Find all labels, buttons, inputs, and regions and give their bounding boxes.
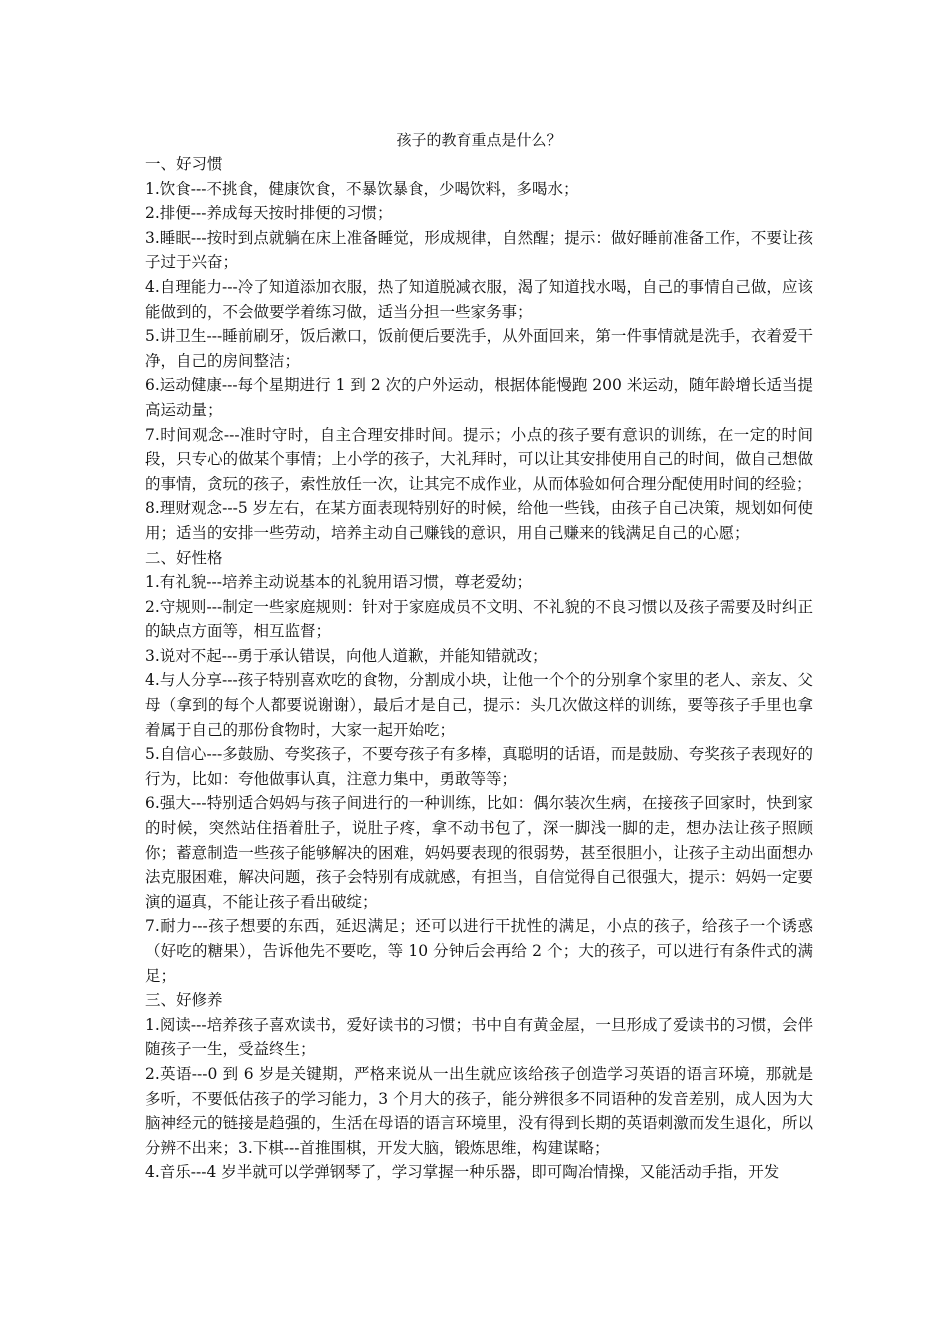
list-item: 4.自理能力---冷了知道添加衣服，热了知道脱减衣服，渴了知道找水喝，自己的事情自己做，应该能做到的，不会做要学着练习做，适当分担一些家务事； [145, 277, 813, 321]
list-item: 5.讲卫生---睡前刷牙，饭后漱口，饭前便后要洗手，从外面回来，第一件事情就是洗手，衣着爱干净，自己的房间整洁； [145, 327, 813, 370]
section-heading: 二、好性格 [145, 548, 223, 567]
list-item: 7.时间观念---准时守时，自主合理安排时间。提示；小点的孩子要有意识的训练，在一定的时间段，只专心的做某个事情；上小学的孩子，大礼拜时，可以让其安排使用自己的时间，做自己想做的事情，贪玩的孩子，索性放任一次，让其完不成作业，从而体验如何合理分配使用时间的经验； [145, 425, 813, 493]
list-item: 1.阅读---培养孩子喜欢读书，爱好读书的习惯；书中自有黄金屋，一旦形成了爱读书的习惯，会伴随孩子一生，受益终生； [145, 1015, 813, 1059]
list-item: 7.耐力---孩子想要的东西，延迟满足；还可以进行干扰性的满足，小点的孩子，给孩子一个诱惑（好吃的糖果），告诉他先不要吃，等 10 分钟后会再给 2 个；大的孩子，可以进行有条件式的满足； [145, 917, 813, 985]
list-item: 6.强大---特别适合妈妈与孩子间进行的一种训练，比如：偶尔装次生病，在接孩子回家时，快到家的时候，突然站住捂着肚子，说肚子疼，拿不动书包了，深一脚浅一脚的走，想办法让孩子照顾你；蓄意制造一些孩子能够解决的困难，妈妈要表现的很弱势，甚至很胆小，让孩子主动出面想办法克服困难，解决问题，孩子会特别有成就感，有担当，自信觉得自己很强大，提示：妈妈一定要演的逼真，不能让孩子看出破绽； [145, 794, 813, 911]
list-item: 6.运动健康---每个星期进行 1 到 2 次的户外运动，根据体能慢跑 200 米运动，随年龄增长适当提高运动量； [145, 376, 813, 419]
document-page [145, 128, 813, 1185]
list-item: 2.排便---养成每天按时排便的习惯； [145, 204, 393, 223]
section-heading: 三、好修养 [145, 991, 223, 1010]
section-habits [145, 152, 813, 546]
list-item: 8.理财观念---5 岁左右，在某方面表现特别好的时候，给他一些钱，由孩子自己决策，规划如何使用；适当的安排一些劳动，培养主动自己赚钱的意识，用自己赚来的钱满足自己的心愿； [145, 499, 813, 542]
list-item: 2.守规则---制定一些家庭规则：针对于家庭成员不文明、不礼貌的不良习惯以及孩子需要及时纠正的缺点方面等，相互监督； [145, 597, 813, 641]
list-item: 1.有礼貌---培养主动说基本的礼貌用语习惯，尊老爱幼； [145, 573, 533, 592]
document-title: 孩子的教育重点是什么？ [396, 131, 562, 149]
section-cultivation [145, 988, 813, 1185]
list-item: 4.音乐---4 岁半就可以学弹钢琴了，学习掌握一种乐器，即可陶冶情操，又能活动手指，开发 [145, 1163, 780, 1182]
list-item: 1.饮食---不挑食，健康饮食，不暴饮暴食，少喝饮料，多喝水； [145, 179, 579, 198]
list-item: 2.英语---0 到 6 岁是关键期，严格来说从一出生就应该给孩子创造学习英语的语言环境，那就是多听，不要低估孩子的学习能力，3 个月大的孩子，能分辨很多不同语种的发音差别，成人因为大脑神经元的链接是趋强的，生活在母语的语言环境里，没有得到长期的英语刺激而发生退化，所以分辨不出来；3.下棋---首推围棋，开发大脑，锻炼思维，构建谋略； [145, 1064, 813, 1157]
list-item: 4.与人分享---孩子特别喜欢吃的食物，分割成小块，让他一个个的分别拿个家里的老人、亲友、父母（拿到的每个人都要说谢谢），最后才是自己，提示：头几次做这样的训练，要等孩子手里也拿着属于自己的那份食物时，大家一起开始吃； [145, 671, 813, 739]
list-item: 3.说对不起---勇于承认错误，向他人道歉，并能知错就改； [145, 646, 548, 665]
list-item: 5.自信心---多鼓励、夸奖孩子，不要夸孩子有多棒，真聪明的话语，而是鼓励、夸奖孩子表现好的行为，比如：夸他做事认真，注意力集中，勇敢等等； [145, 745, 813, 788]
list-item: 3.睡眠---按时到点就躺在床上准备睡觉，形成规律，自然醒；提示：做好睡前准备工作，不要让孩子过于兴奋； [145, 228, 813, 272]
section-heading: 一、好习惯 [145, 155, 223, 173]
section-character [145, 546, 813, 989]
